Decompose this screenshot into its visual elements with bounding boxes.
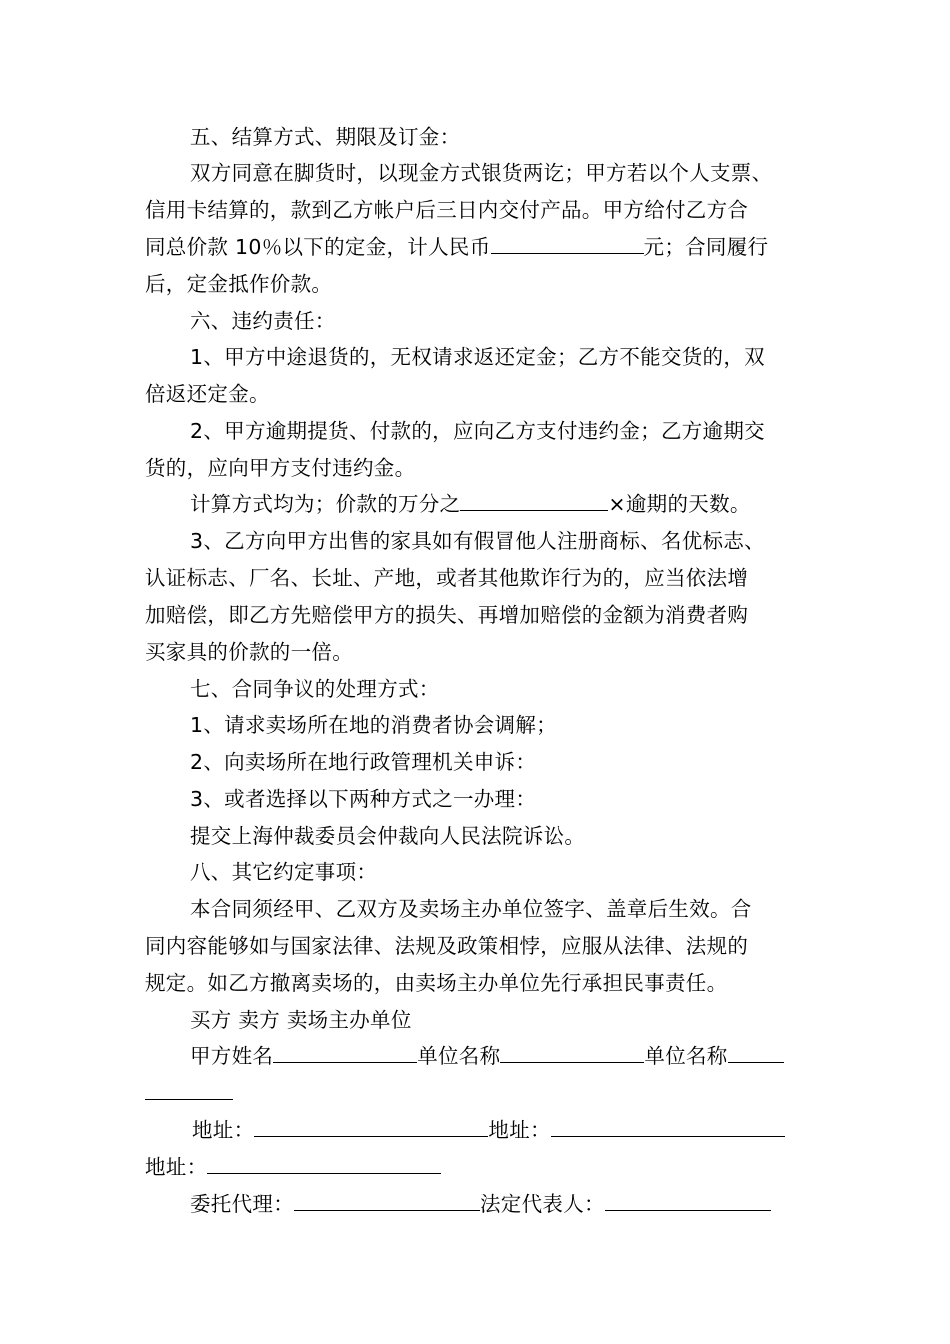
paragraph-line-with-blank: [145, 233, 825, 261]
paragraph-line: 同内容能够如与国家法律、法规及政策相悖，应服从法律、法规的: [145, 934, 749, 958]
paragraph-line-with-blank: [190, 490, 870, 518]
signature-address-row: [192, 1116, 872, 1144]
section-5-heading: 五、结算方式、期限及订金：: [190, 125, 461, 149]
seller-address-blank: [551, 1116, 785, 1137]
list-item: 2、向卖场所在地行政管理机关申诉：: [190, 750, 537, 774]
unit-name-label: 单位名称: [644, 1044, 728, 1068]
buyer-name-blank: [273, 1042, 417, 1063]
paragraph-line: 本合同须经甲、乙双方及卖场主办单位签字、盖章后生效。合: [190, 897, 752, 921]
buyer-name-label: 甲方姓名: [190, 1044, 274, 1068]
paragraph-line: 买家具的价款的一倍。: [145, 640, 353, 664]
list-item: 1、请求卖场所在地的消费者协会调解；: [190, 713, 557, 737]
address-label: 地址：: [488, 1118, 551, 1142]
organizer-unit-blank-continued: [145, 1079, 233, 1100]
paragraph-line: 提交上海仲裁委员会仲裁向人民法院诉讼。: [190, 824, 586, 848]
paragraph-line: 倍返还定金。: [145, 382, 270, 406]
paragraph-line: 双方同意在脚货时，以现金方式银货两讫；甲方若以个人支票、: [190, 161, 773, 185]
text-segment: 计算方式均为；价款的万分之: [190, 492, 461, 516]
section-7-heading: 七、合同争议的处理方式：: [190, 677, 440, 701]
agent-blank: [294, 1190, 480, 1211]
signature-address-row-2: [145, 1153, 825, 1181]
signature-parties: 买方 卖方 卖场主办单位: [190, 1008, 412, 1032]
paragraph-line: 货的，应向甲方支付违约金。: [145, 456, 416, 480]
legal-rep-blank: [605, 1190, 771, 1211]
paragraph-line: 规定。如乙方撤离卖场的，由卖场主办单位先行承担民事责任。: [145, 971, 728, 995]
deposit-amount-blank: [491, 233, 644, 254]
paragraph-line: 信用卡结算的，款到乙方帐户后三日内交付产品。甲方给付乙方合: [145, 198, 749, 222]
agent-label: 委托代理：: [190, 1192, 294, 1216]
organizer-address-blank: [207, 1153, 441, 1174]
paragraph-line: 后，定金抵作价款。: [145, 272, 333, 296]
organizer-unit-blank: [728, 1042, 784, 1063]
list-item: 3、或者选择以下两种方式之一办理：: [190, 787, 537, 811]
signature-blank-continuation: [145, 1079, 825, 1107]
paragraph-line: 1、甲方中途退货的，无权请求返还定金；乙方不能交货的，双: [190, 345, 765, 369]
paragraph-line: 2、甲方逾期提货、付款的，应向乙方支付违约金；乙方逾期交: [190, 419, 765, 443]
text-segment: 同总价款 10％以下的定金，计人民币: [145, 235, 491, 259]
rate-blank: [460, 490, 608, 511]
address-label: 地址：: [145, 1155, 208, 1179]
text-segment: 元；合同履行: [643, 235, 769, 259]
buyer-address-blank: [254, 1116, 488, 1137]
text-segment: ×逾期的天数。: [608, 492, 751, 516]
unit-name-label: 单位名称: [417, 1044, 501, 1068]
legal-rep-label: 法定代表人：: [480, 1192, 605, 1216]
section-8-heading: 八、其它约定事项：: [190, 860, 378, 884]
paragraph-line: 3、乙方向甲方出售的家具如有假冒他人注册商标、名优标志、: [190, 529, 765, 553]
section-6-heading: 六、违约责任：: [190, 309, 336, 333]
paragraph-line: 认证标志、厂名、长址、产地，或者其他欺诈行为的，应当依法增: [145, 566, 749, 590]
address-label: 地址：: [192, 1118, 255, 1142]
signature-names-row: [190, 1042, 870, 1070]
paragraph-line: 加赔偿，即乙方先赔偿甲方的损失、再增加赔偿的金额为消费者购: [145, 603, 749, 627]
seller-unit-blank: [500, 1042, 644, 1063]
signature-representative-row: [190, 1190, 870, 1218]
